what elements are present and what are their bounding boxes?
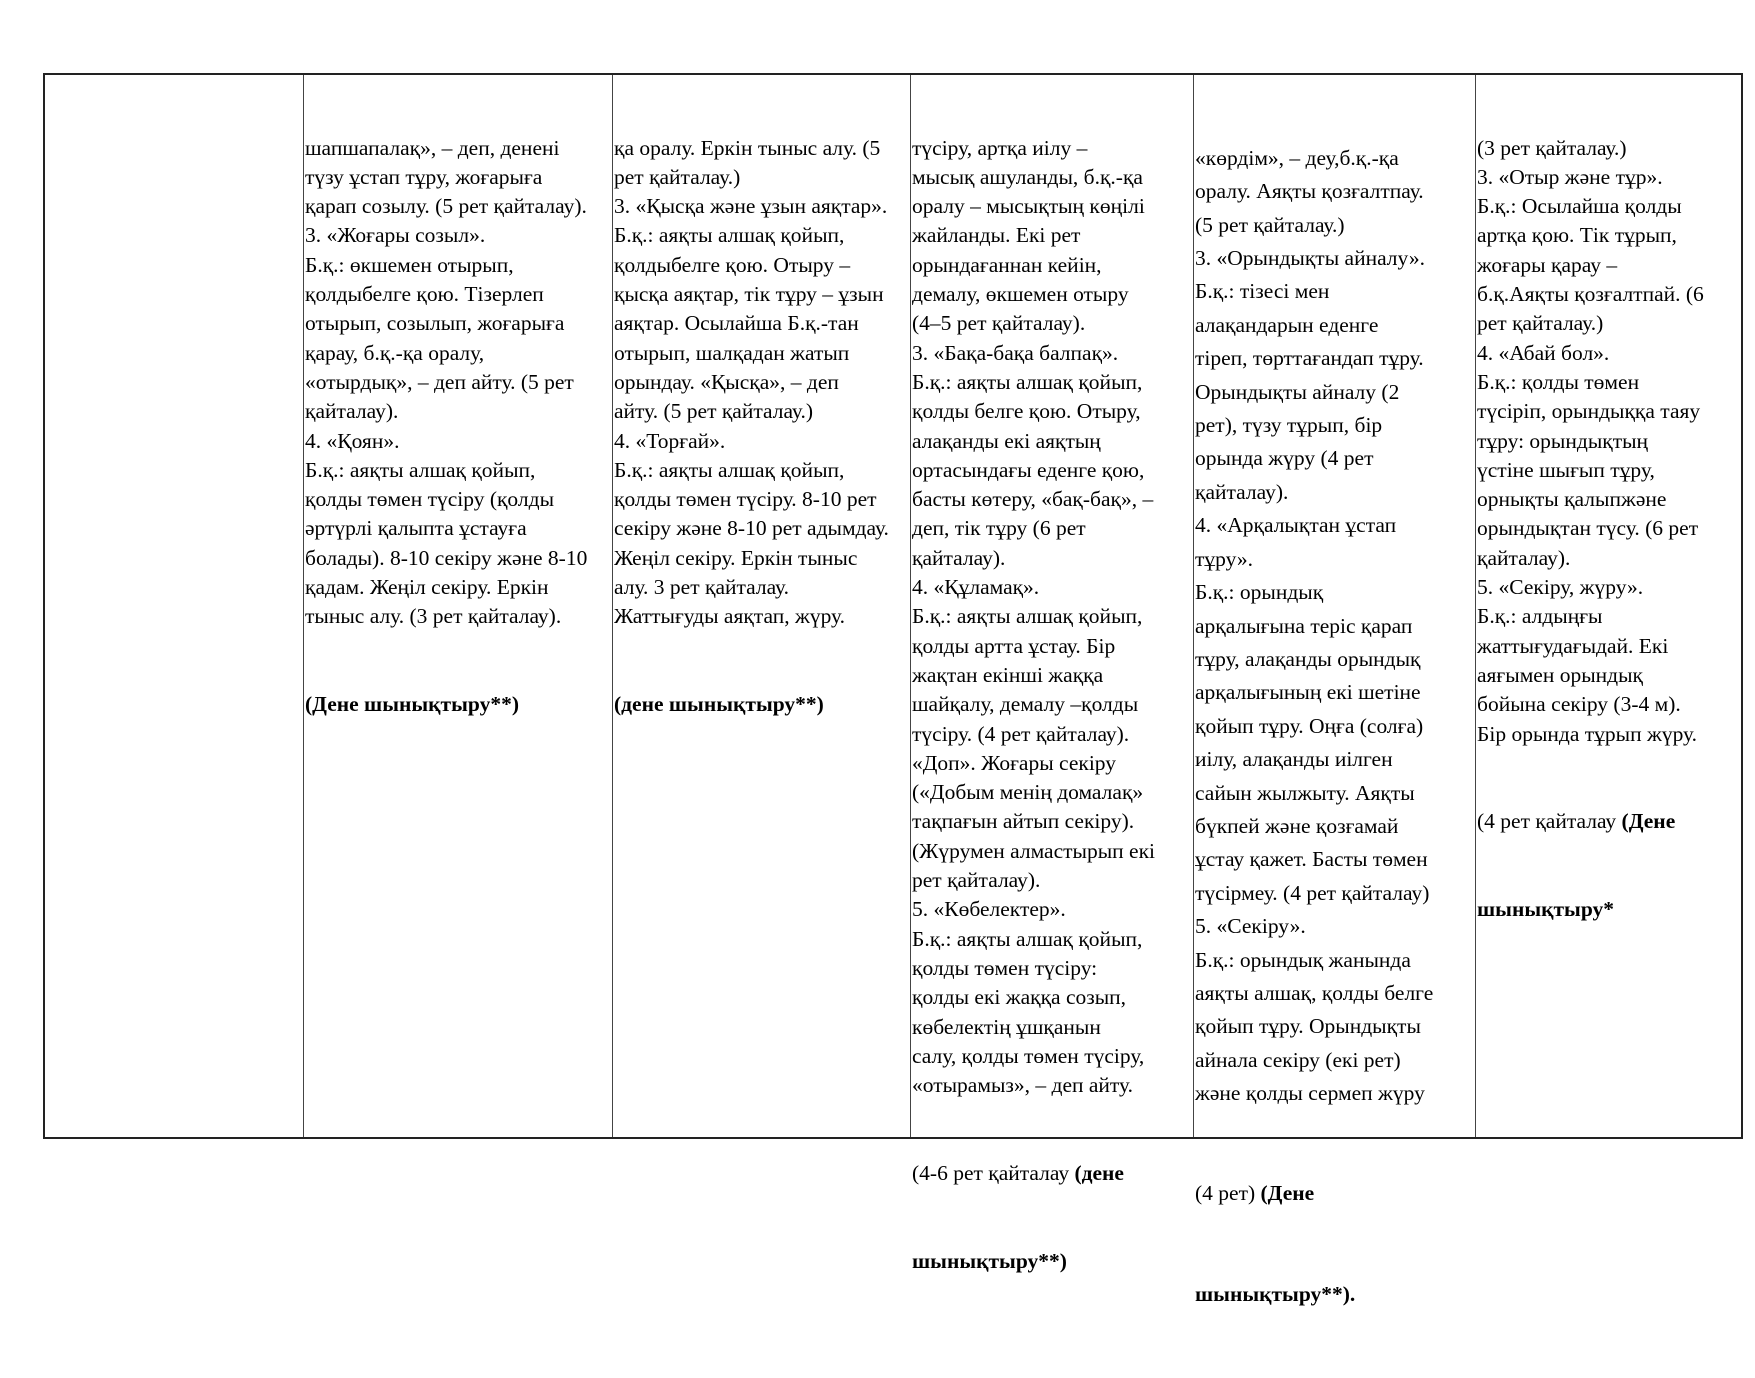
text-line: қа оралу. Еркін тыныс алу. (5 bbox=[614, 135, 881, 160]
text-line: жаттығудағыдай. Екі bbox=[1477, 633, 1669, 658]
cell-text-lines bbox=[1195, 142, 1475, 1111]
text-line: қайталау). bbox=[1195, 479, 1289, 504]
text-line: демалу, өкшемен отыру bbox=[912, 282, 1129, 307]
text-line: (3 рет қайталау.) bbox=[1477, 135, 1627, 160]
text-line: артқа қою. Тік тұрып, bbox=[1477, 223, 1677, 248]
cell-text-lines bbox=[1477, 134, 1745, 749]
text-line: Б.қ.: аяқты алшақ қойып, bbox=[614, 457, 845, 482]
cell-text-lines bbox=[912, 134, 1193, 1101]
text-line: арқалығына теріс қарап bbox=[1195, 613, 1413, 638]
text-line: түсірмеу. (4 рет қайталау) bbox=[1195, 880, 1430, 905]
text-line: арқалығының екі шетіне bbox=[1195, 680, 1421, 705]
text-line: орындықтан түсу. (6 рет bbox=[1477, 516, 1699, 541]
cell-last-line bbox=[1477, 807, 1745, 836]
text-line: тұру: орындықтың bbox=[1477, 428, 1649, 453]
text-line: және қолды сермеп жүру bbox=[1195, 1081, 1425, 1106]
text-line: («Добым менің домалақ» bbox=[912, 780, 1144, 805]
text-line: түсіру, артқа иілу – bbox=[912, 135, 1088, 160]
text-line: тақпағын айтып секіру). bbox=[912, 809, 1135, 834]
text-line: қолды төмен түсіру. 8-10 рет bbox=[614, 487, 877, 512]
text-line: оралу – мысықтың көңілі bbox=[912, 194, 1145, 219]
text-line: аяқтар. Осылайша Б.қ.-тан bbox=[614, 311, 859, 336]
text-line: Жаттығуды аяқтап, жүру. bbox=[614, 604, 846, 629]
text-line: басты көтеру, «бақ-бақ», – bbox=[912, 487, 1154, 512]
cell-last-text: (4 рет) bbox=[1195, 1181, 1261, 1206]
text-line: алу. 3 рет қайталау. bbox=[614, 575, 790, 600]
cell-bold-note-end: шынықтыру**) bbox=[912, 1248, 1067, 1273]
text-line: 3. «Отыр және тұр». bbox=[1477, 164, 1663, 189]
text-line: жақтан екінші жаққа bbox=[912, 662, 1104, 687]
text-line: қолды екі жаққа созып, bbox=[912, 985, 1127, 1010]
text-line: Б.қ.: алдыңғы bbox=[1477, 604, 1603, 629]
text-line: Б.қ.: өкшемен отырып, bbox=[305, 252, 514, 277]
text-line: тұру, алақанды орындық bbox=[1195, 646, 1421, 671]
text-line: отырып, шалқадан жатып bbox=[614, 340, 850, 365]
text-line: қысқа аяқтар, тік тұру – ұзын bbox=[614, 282, 884, 307]
cell-text-lines bbox=[614, 134, 910, 632]
text-line: Орындықты айналу (2 bbox=[1195, 379, 1400, 404]
text-line: орында жүру (4 рет bbox=[1195, 446, 1374, 471]
text-line: үстіне шығып тұру, bbox=[1477, 457, 1655, 482]
cell-last-line bbox=[1195, 1177, 1475, 1210]
text-line: 3. «Қысқа және ұзын аяқтар». bbox=[614, 194, 888, 219]
cell-bold-note: (Дене шынықтыру**) bbox=[305, 692, 519, 717]
cell-bold-note: (Дене bbox=[1621, 809, 1676, 834]
text-line: деп, тік тұру (6 рет bbox=[912, 516, 1086, 541]
text-line: «отырдық», – деп айту. (5 рет bbox=[305, 369, 574, 394]
text-line: қолды төмен түсіру: bbox=[912, 955, 1098, 980]
text-line: қолдыбелге қою. Тізерлеп bbox=[305, 282, 544, 307]
text-line: қарау, б.қ.-қа оралу, bbox=[305, 340, 485, 365]
cell-text-lines bbox=[305, 134, 612, 632]
text-line: 3. «Жоғары созыл». bbox=[305, 223, 486, 248]
table-cell-day-6 bbox=[1475, 75, 1745, 1137]
text-line: (Жүрумен алмастырып екі bbox=[912, 838, 1156, 863]
text-line: тіреп, төрттағандап тұру. bbox=[1195, 346, 1424, 371]
exercise-table bbox=[43, 73, 1743, 1306]
text-line: рет қайталау.) bbox=[1477, 311, 1604, 336]
cell-bold-note: (дене шынықтыру**) bbox=[614, 692, 824, 717]
cell-last-line bbox=[912, 1159, 1193, 1188]
text-line: Б.қ.: аяқты алшақ қойып, bbox=[912, 369, 1143, 394]
text-line: 3. «Бақа-бақа балпақ». bbox=[912, 340, 1119, 365]
text-line: Жеңіл секіру. Еркін тыныс bbox=[614, 545, 858, 570]
text-line: айнала секіру (екі рет) bbox=[1195, 1047, 1401, 1072]
text-line: Б.қ.: аяқты алшақ қойып, bbox=[614, 223, 845, 248]
table-cell-empty bbox=[45, 75, 303, 1137]
cell-bold-note-end: шынықтыру**). bbox=[1195, 1281, 1356, 1306]
text-line: орнықты қалыпжәне bbox=[1477, 487, 1667, 512]
text-line: Б.қ.: Осылайша қолды bbox=[1477, 194, 1682, 219]
text-line: Б.қ.: қолды төмен bbox=[1477, 369, 1640, 394]
text-line: тұру». bbox=[1195, 546, 1254, 571]
text-line: ұстау қажет. Басты төмен bbox=[1195, 847, 1428, 872]
text-line: қайталау). bbox=[1477, 545, 1571, 570]
text-line: аяқты алшақ, қолды белге bbox=[1195, 980, 1434, 1005]
text-line: рет қайталау.) bbox=[614, 164, 741, 189]
text-line: алақандарын еденге bbox=[1195, 312, 1379, 337]
text-line: жайланды. Екі рет bbox=[912, 223, 1081, 248]
text-line: бүкпей және қозғамай bbox=[1195, 813, 1399, 838]
text-line: қойып тұру. Оңға (солға) bbox=[1195, 713, 1424, 738]
text-line: оралу. Аяқты қозғалтпау. bbox=[1195, 179, 1424, 204]
table-cell-day-2 bbox=[303, 75, 612, 1137]
text-line: Б.қ.: орындық bbox=[1195, 580, 1324, 605]
text-line: шапшапалақ», – деп, денені bbox=[305, 135, 560, 160]
text-line: шайқалу, демалу –қолды bbox=[912, 692, 1139, 717]
text-line: орындағаннан кейін, bbox=[912, 252, 1102, 277]
text-line: рет), түзу тұрып, бір bbox=[1195, 413, 1383, 438]
text-line: секіру және 8-10 рет адымдау. bbox=[614, 516, 889, 541]
text-line: Бір орында тұрып жүру. bbox=[1477, 721, 1698, 746]
text-line: қолдыбелге қою. Отыру – bbox=[614, 252, 851, 277]
text-line: Б.қ.: орындық жанында bbox=[1195, 947, 1411, 972]
text-line: болады). 8-10 секіру және 8-10 bbox=[305, 545, 588, 570]
text-line: түзу ұстап тұру, жоғарыға bbox=[305, 164, 543, 189]
text-line: қолды артта ұстау. Бір bbox=[912, 633, 1116, 658]
text-line: қойып тұру. Орындықты bbox=[1195, 1014, 1421, 1039]
text-line: тыныс алу. (3 рет қайталау). bbox=[305, 604, 562, 629]
table-cell-day-4 bbox=[910, 75, 1193, 1273]
text-line: қарап созылу. (5 рет қайталау). bbox=[305, 194, 587, 219]
table-cell-day-5 bbox=[1193, 75, 1475, 1306]
text-line: қолды төмен түсіру (қолды bbox=[305, 487, 555, 512]
text-line: Б.қ.: аяқты алшақ қойып, bbox=[912, 926, 1143, 951]
text-line: қайталау). bbox=[305, 399, 399, 424]
text-line: отырып, созылып, жоғарыға bbox=[305, 311, 565, 336]
text-line: Б.қ.: тізесі мен bbox=[1195, 279, 1330, 304]
text-line: Б.қ.: аяқты алшақ қойып, bbox=[305, 457, 536, 482]
text-line: рет қайталау). bbox=[912, 868, 1041, 893]
cell-bold-note: (Дене bbox=[1260, 1181, 1315, 1206]
text-line: «көрдім», – деу,б.қ.-қа bbox=[1195, 145, 1399, 170]
text-line: 5. «Көбелектер». bbox=[912, 897, 1066, 922]
text-line: «Доп». Жоғары секіру bbox=[912, 750, 1117, 775]
cell-bold-note-end: шынықтыру* bbox=[1477, 897, 1615, 922]
text-line: мысық ашуланды, б.қ.-қа bbox=[912, 164, 1143, 189]
text-line: «отырамыз», – деп айту. bbox=[912, 1073, 1134, 1098]
text-line: аяғымен орындық bbox=[1477, 662, 1644, 687]
text-line: 4. «Торғай». bbox=[614, 428, 726, 453]
cell-last-text: (4-6 рет қайталау bbox=[912, 1160, 1075, 1185]
text-line: орындау. «Қысқа», – деп bbox=[614, 369, 839, 394]
text-line: қайталау). bbox=[912, 545, 1006, 570]
text-line: 4. «Арқалықтан ұстап bbox=[1195, 513, 1397, 538]
cell-bold-note: (дене bbox=[1074, 1160, 1124, 1185]
text-line: ортасындағы еденге қою, bbox=[912, 457, 1145, 482]
text-line: 5. «Секіру, жүру». bbox=[1477, 575, 1644, 600]
text-line: әртүрлі қалыпта ұстауға bbox=[305, 516, 527, 541]
text-line: 5. «Секіру». bbox=[1195, 914, 1306, 939]
table-cell-day-3 bbox=[612, 75, 910, 1137]
text-line: 4. «Құламақ». bbox=[912, 575, 1040, 600]
text-line: б.қ.Аяқты қозғалтпай. (6 bbox=[1477, 282, 1704, 307]
text-line: қолды белге қою. Отыру, bbox=[912, 399, 1141, 424]
text-line: көбелектің ұшқанын bbox=[912, 1014, 1101, 1039]
text-line: түсіріп, орындыққа таяу bbox=[1477, 399, 1701, 424]
cell-last-text: (4 рет қайталау bbox=[1477, 809, 1622, 834]
text-line: алақанды екі аяқтың bbox=[912, 428, 1101, 453]
text-line: иілу, алақанды иілген bbox=[1195, 747, 1393, 772]
text-line: 3. «Орындықты айналу». bbox=[1195, 246, 1425, 271]
text-line: жоғары қарау – bbox=[1477, 252, 1618, 277]
text-line: қадам. Жеңіл секіру. Еркін bbox=[305, 575, 549, 600]
text-line: (5 рет қайталау.) bbox=[1195, 212, 1345, 237]
text-line: бойына секіру (3-4 м). bbox=[1477, 692, 1681, 717]
text-line: түсіру. (4 рет қайталау). bbox=[912, 721, 1130, 746]
text-line: айту. (5 рет қайталау.) bbox=[614, 399, 814, 424]
text-line: 4. «Қоян». bbox=[305, 428, 400, 453]
text-line: (4–5 рет қайталау). bbox=[912, 311, 1086, 336]
text-line: Б.қ.: аяқты алшақ қойып, bbox=[912, 604, 1143, 629]
text-line: 4. «Абай бол». bbox=[1477, 340, 1610, 365]
text-line: сайын жылжыту. Аяқты bbox=[1195, 780, 1415, 805]
text-line: салу, қолды төмен түсіру, bbox=[912, 1043, 1145, 1068]
